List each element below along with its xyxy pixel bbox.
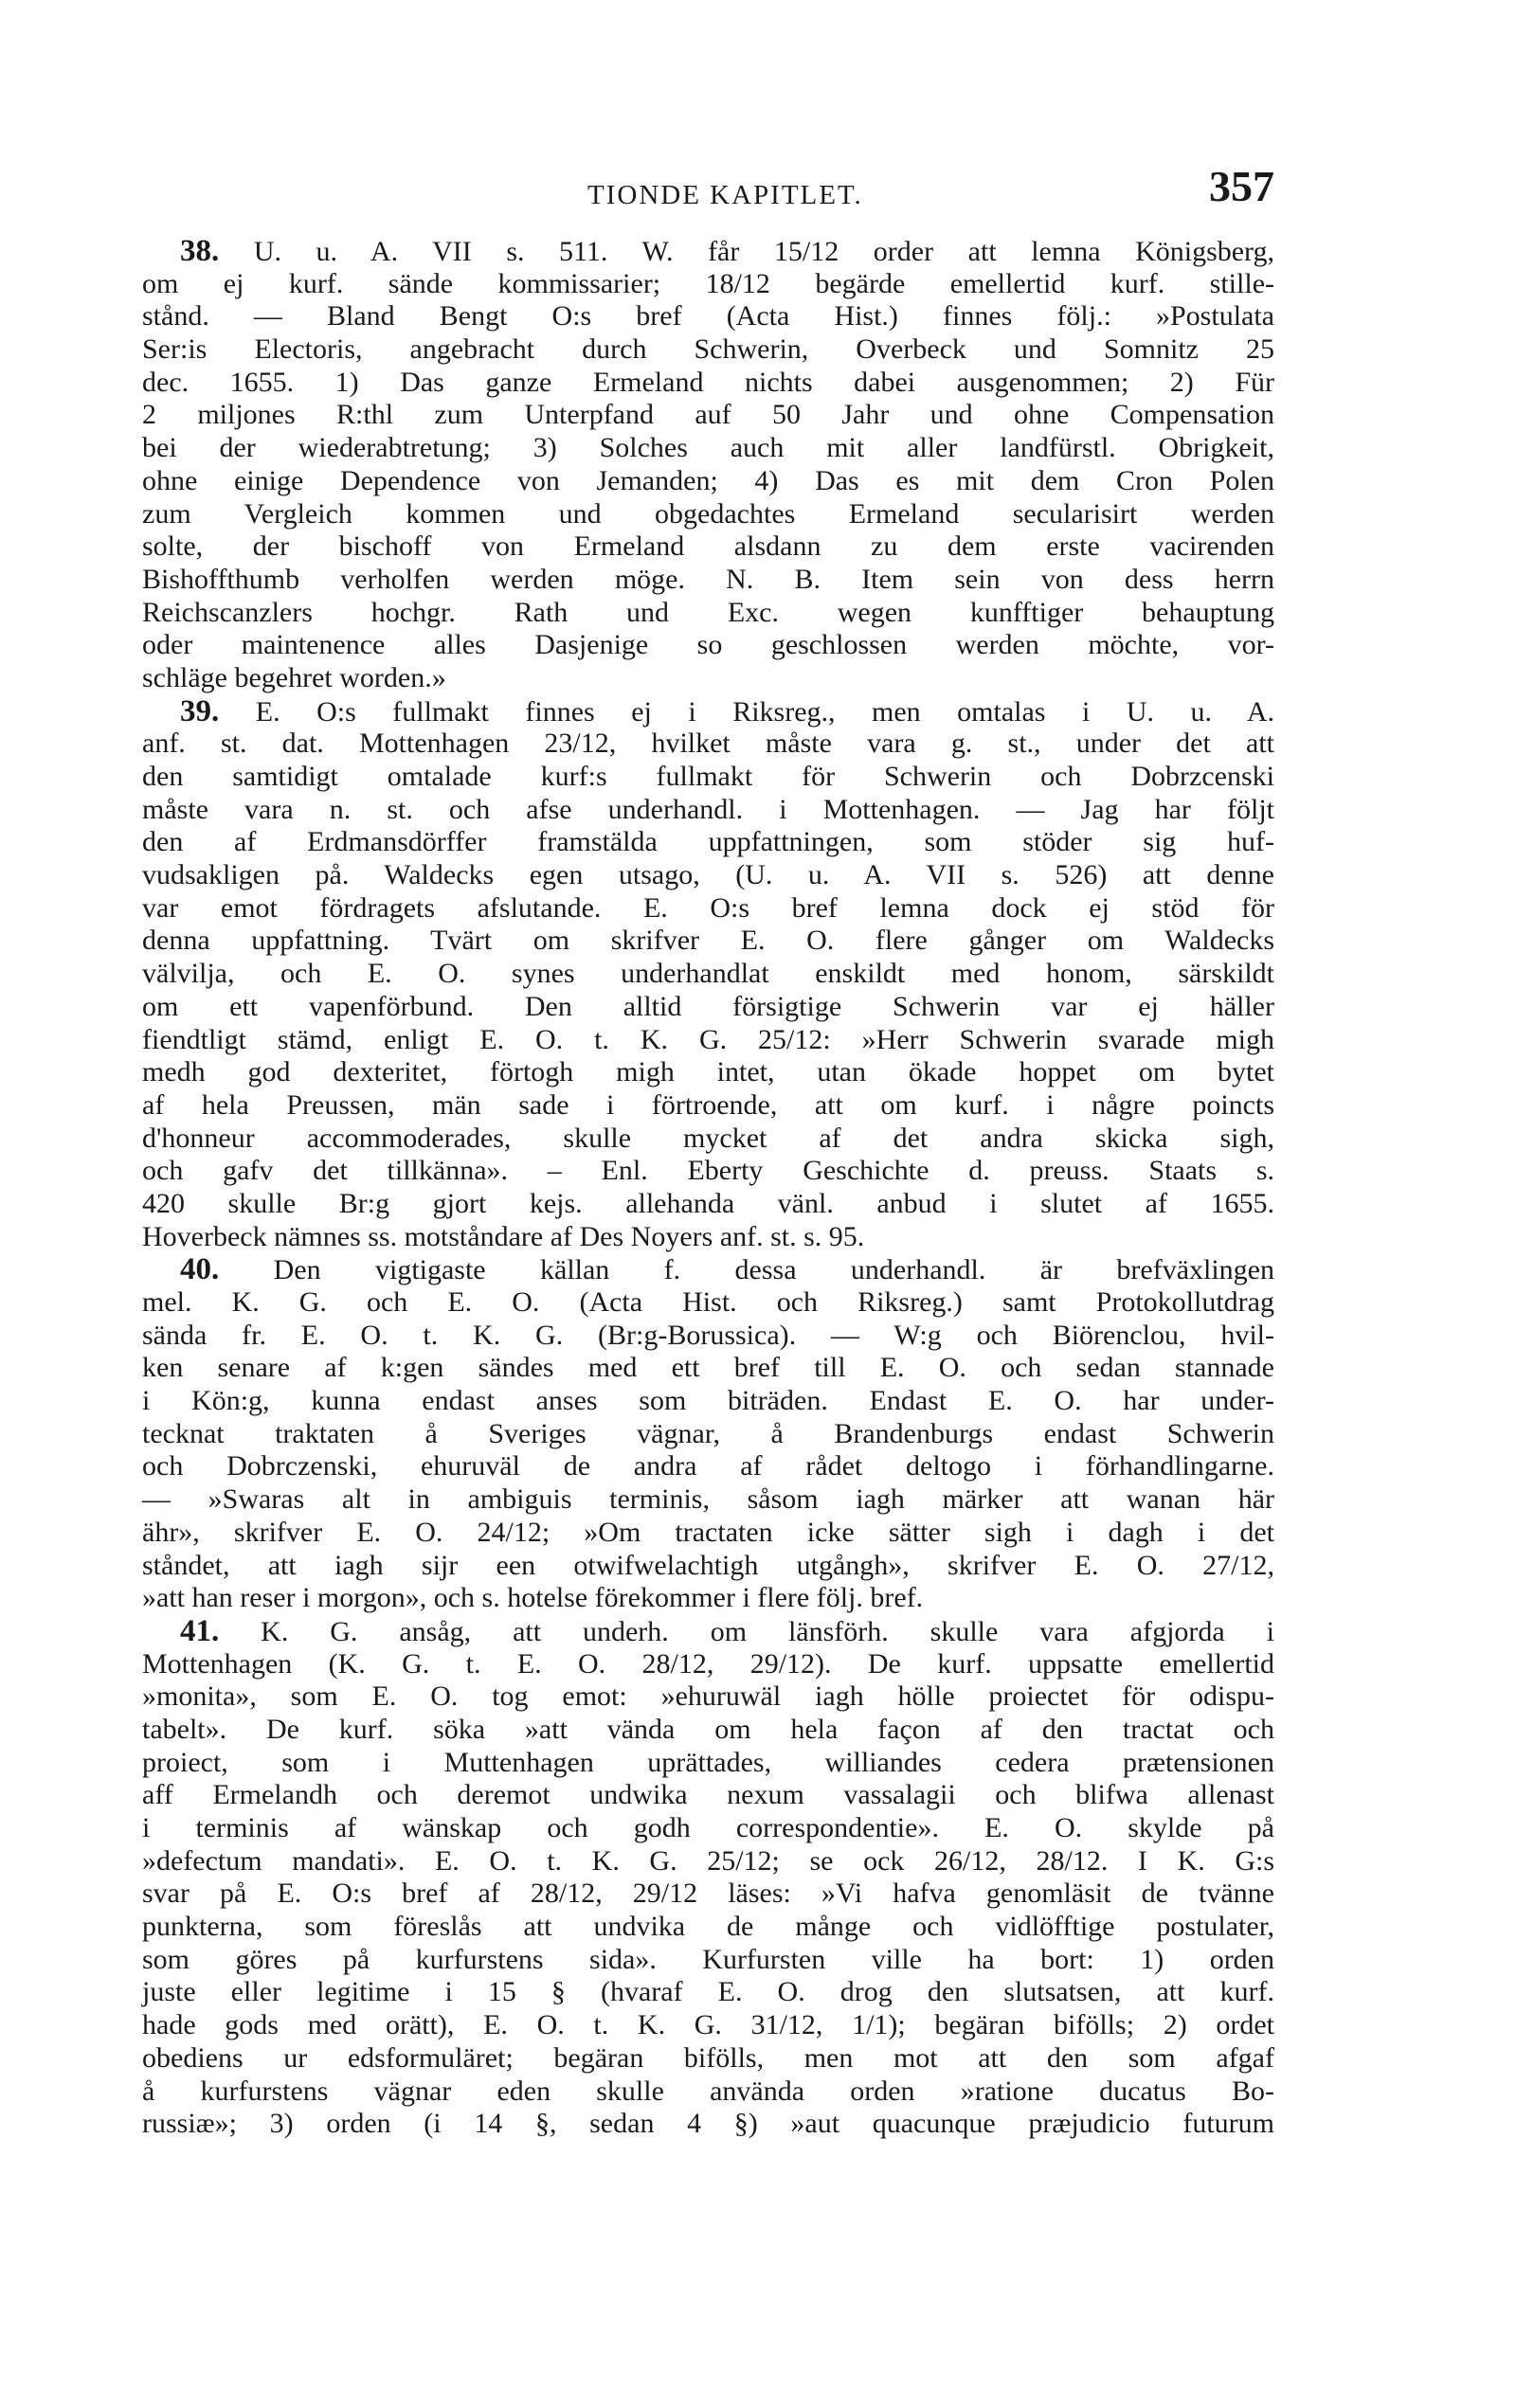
text-line: zum Vergleich kommen und obgedachtes Ermeland secularisirt werden [142,497,1274,530]
text-line: ståndet, att iagh sijr een otwifwelachtigh utgångh», skrifver E. O. 27/12, [142,1549,1274,1581]
text-line: Bishoffthumb verholfen werden möge. N. B. Item sein von dess herrn [142,563,1274,595]
text-line: var emot fördragets afslutande. E. O:s bref lemna dock ej stöd för [142,891,1274,924]
text-line: russiæ»; 3) orden (i 14 §, sedan 4 §) »aut quacunque præjudicio futurum [142,2108,1274,2140]
text-line: hade gods med orätt), E. O. t. K. G. 31/12, 1/1); begäran bifölls; 2) ordet [142,2009,1274,2041]
text-line: dec. 1655. 1) Das ganze Ermeland nichts dabei ausgenommen; 2) Für [142,366,1274,398]
text-line: vudsakligen på. Waldecks egen utsago, (U. u. A. VII s. 526) att denne [142,859,1274,891]
note-number-38: 38. [180,234,220,268]
text-line: Mottenhagen (K. G. t. E. O. 28/12, 29/12). De kurf. uppsatte emellertid [142,1647,1274,1680]
text-line: Ser:is Electoris, angebracht durch Schwerin, Overbeck und Somnitz 25 [142,333,1274,366]
text-line: Hoverbeck nämnes ss. motståndare af Des Noyers anf. st. s. 95. [142,1220,865,1252]
text-line: ähr», skrifver E. O. 24/12; »Om tractaten icke sätter sigh i dagh i det [142,1516,1274,1548]
chapter-title: TIONDE KAPITLET. [587,180,863,210]
text-line: »defectum mandati». E. O. t. K. G. 25/12; se ock 26/12, 28/12. I K. G:s [142,1844,1274,1877]
text-line: den samtidigt omtalade kurf:s fullmakt för Schwerin och Dobrzcenski [142,761,1274,792]
text-line: om ej kurf. sände kommissarier; 18/12 begärde emellertid kurf. stille- [142,267,1274,299]
text-line: 41. K. G. ansåg, att underh. om länsförh. skulle vara afgjorda i [180,1613,1274,1648]
text-line: måste vara n. st. och afse underhandl. i Mottenhagen. — Jag har följt [142,793,1274,825]
text-line: sända fr. E. O. t. K. G. (Br:g-Borussica). — W:g och Biörenclou, hvil- [142,1319,1274,1351]
text-line: fiendtligt stämd, enligt E. O. t. K. G. 25/12: »Herr Schwerin svarade migh [142,1023,1274,1055]
text-line: denna uppfattning. Tvärt om skrifver E. O. flere gånger om Waldecks [142,925,1274,957]
text-line: juste eller legitime i 15 § (hvaraf E. O. drog den slutsatsen, att kurf. [142,1976,1274,2008]
text-line: af hela Preussen, män sade i förtroende, att om kurf. i någre poincts [142,1088,1274,1121]
text-line: 40. Den vigtigaste källan f. dessa underhandl. är brefväxlingen [180,1252,1274,1287]
text-line: om ett vapenförbund. Den alltid försigtige Schwerin var ej häller [142,990,1274,1022]
text-line: å kurfurstens vägnar eden skulle använda orden »ratione ducatus Bo- [142,2075,1274,2107]
text-line: i terminis af wänskap och godh correspondentie». E. O. skylde på [142,1812,1274,1843]
text-line: obediens ur edsformuläret; begäran bifölls, men mot att den som afgaf [142,2041,1274,2074]
note-number-41: 41. [180,1613,220,1648]
text-line: i Kön:g, kunna endast anses som biträden. Endast E. O. har under- [142,1385,1274,1417]
text-line: bei der wiederabtretung; 3) Solches auch mit aller landfürstl. Obrigkeit, [142,432,1274,464]
text-line: anf. st. dat. Mottenhagen 23/12, hvilket måste vara g. st., under det att [142,728,1274,760]
text-line: välvilja, och E. O. synes underhandlat enskildt med honom, särskildt [142,958,1274,990]
text-line: 38. U. u. A. VII s. 511. W. får 15/12 order att lemna Königsberg, [180,234,1275,268]
text-line: mel. K. G. och E. O. (Acta Hist. och Riksreg.) samt Protokollutdrag [142,1286,1274,1318]
text-line: — »Swaras alt in ambiguis terminis, såsom iagh märker att wanan här [142,1483,1274,1516]
text-line: stånd. — Bland Bengt O:s bref (Acta Hist.) finnes följ.: »Postulata [142,300,1274,332]
text-line: som göres på kurfurstens sida». Kurfursten ville ha bort: 1) orden [142,1943,1274,1975]
text-line: Reichscanzlers hochgr. Rath und Exc. wegen kunfftiger behauptung [142,596,1274,628]
text-line: och Dobrczenski, ehuruväl de andra af rådet deltogo i förhandlingarne. [142,1450,1274,1483]
running-head [142,161,1274,218]
page-number: 357 [1209,162,1274,210]
text-line: tecknat traktaten å Sveriges vägnar, å Brandenburgs endast Schwerin [142,1417,1274,1449]
text-line: schläge begehret worden.» [142,661,446,693]
text-line: proiect, som i Muttenhagen uprättades, williandes cedera prætensionen [142,1746,1274,1778]
text-line: punkterna, som föreslås att undvika de månge och vidlöfftige postulater, [142,1911,1274,1943]
text-line: 39. E. O:s fullmakt finnes ej i Riksreg., men omtalas i U. u. A. [180,693,1274,728]
text-line: 2 miljones R:thl zum Unterpfand auf 50 Jahr und ohne Compensation [142,399,1274,431]
text-line: »att han reser i morgon», och s. hotelse förekommer i flere följ. bref. [142,1582,924,1614]
text-line: ohne einige Dependence von Jemanden; 4) Das es mit dem Cron Polen [142,464,1274,496]
text-line: oder maintenence alles Dasjenige so geschlossen werden möchte, vor- [142,629,1274,661]
text-line: och gafv det tillkänna». – Enl. Eberty Geschichte d. preuss. Staats s. [142,1155,1274,1187]
note-number-39: 39. [180,693,220,728]
text-line: »monita», som E. O. tog emot: »ehuruwäl iagh hölle proiectet för odispu- [142,1680,1274,1713]
text-line: den af Erdmansdörffer framstälda uppfattningen, som stöder sig huf- [142,826,1274,858]
text-line: aff Ermelandh och deremot undwika nexum vassalagii och blifwa allenast [142,1779,1274,1811]
text-line: 420 skulle Br:g gjort kejs. allehanda vänl. anbud i slutet af 1655. [142,1187,1274,1219]
text-line: d'honneur accommoderades, skulle mycket af det andra skicka sigh, [142,1122,1274,1154]
text-line: tabelt». De kurf. söka »att vända om hela façon af den tractat och [142,1713,1274,1745]
text-line: svar på E. O:s bref af 28/12, 29/12 läses: »Vi hafva genomläsit de tvänne [142,1878,1274,1910]
note-number-40: 40. [180,1252,220,1287]
text-line: ken senare af k:gen sändes med ett bref till E. O. och sedan stannade [142,1352,1274,1384]
footnote-text [142,235,1274,2141]
text-line: medh god dexteritet, förtogh migh intet, utan ökade hoppet om bytet [142,1056,1274,1088]
text-line: solte, der bischoff von Ermeland alsdann zu dem erste vacirenden [142,530,1274,563]
